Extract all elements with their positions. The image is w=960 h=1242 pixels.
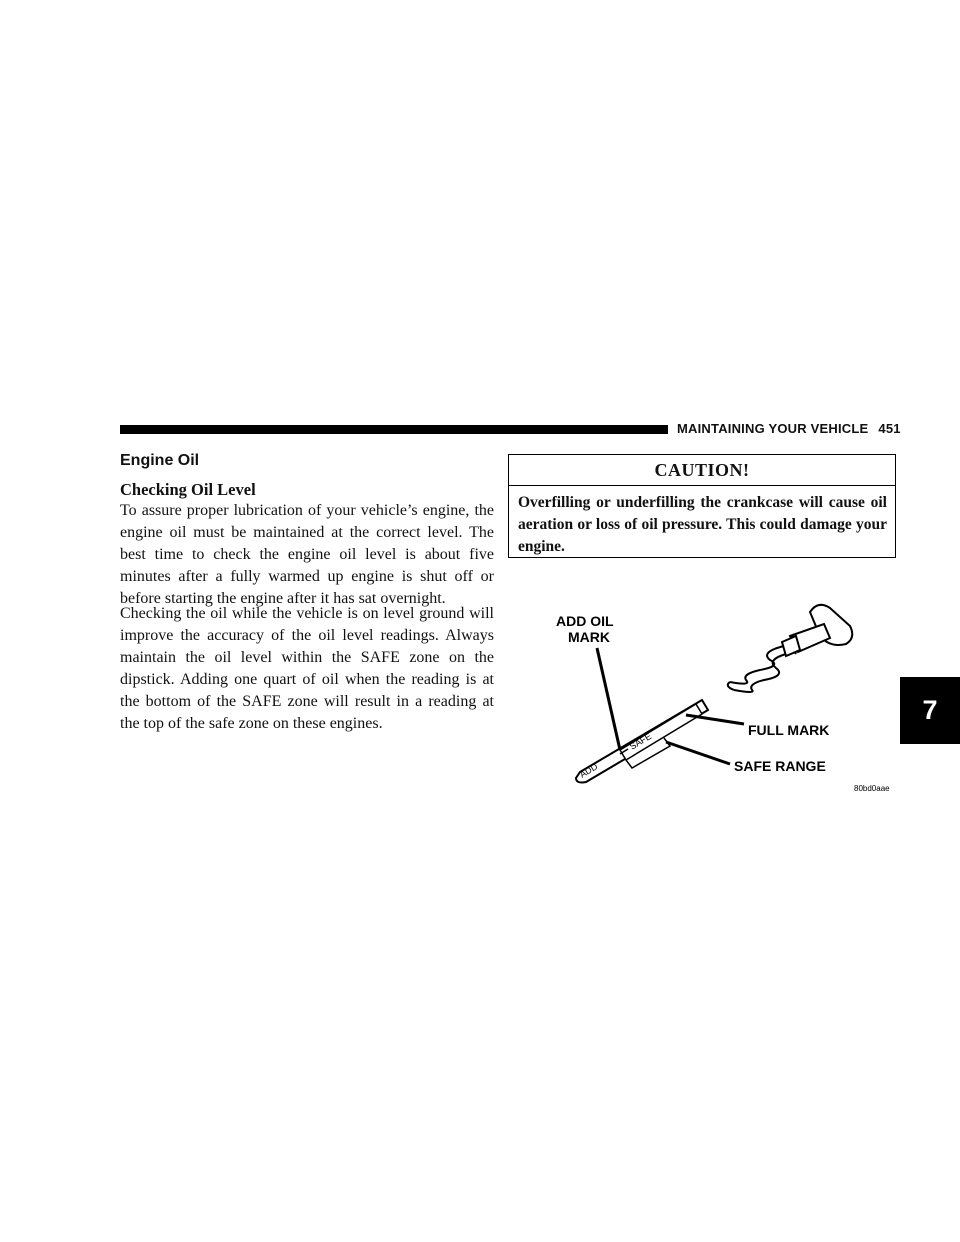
caution-box bbox=[508, 454, 896, 558]
paragraph-1: To assure proper lubrication of your vehicle’s engine, the engine oil must be maintained at the correct level. The best time to check the engine oil level is about five minutes after a fully warmed up engine is shut off or before starting the engine after it has sat overnight. bbox=[120, 502, 494, 607]
add-oil-label: ADD OIL bbox=[556, 613, 614, 629]
dipstick-handle bbox=[728, 605, 853, 692]
add-oil-label-2: MARK bbox=[568, 629, 610, 645]
section-title: Engine Oil bbox=[120, 452, 200, 469]
subheading: Checking Oil Level bbox=[120, 480, 256, 499]
caution-title: CAUTION! bbox=[509, 455, 895, 486]
paragraph-2: Checking the oil while the vehicle is on level ground will improve the accuracy of the oil level readings. Always maintain the oil level within the SAFE zone on the dipstick. Adding one quart of oil when the reading is at the bottom of the SAFE zone will result in a reading at the top of the safe zone on these engines. bbox=[120, 605, 494, 732]
header-title: MAINTAINING YOUR VEHICLE bbox=[677, 421, 869, 436]
dipstick-blade bbox=[576, 700, 708, 783]
stick-add-label: ADD bbox=[577, 761, 600, 780]
running-header bbox=[677, 421, 901, 436]
full-mark-label: FULL MARK bbox=[748, 722, 830, 738]
figure-code: 80bd0aae bbox=[854, 784, 890, 793]
stick-safe-label: SAFE bbox=[627, 731, 654, 752]
chapter-tab: 7 bbox=[900, 677, 960, 744]
page-number: 451 bbox=[878, 421, 901, 436]
header-rule bbox=[120, 425, 668, 434]
safe-range-label: SAFE RANGE bbox=[734, 758, 826, 774]
safe-range-leader bbox=[666, 742, 730, 764]
dipstick-diagram bbox=[520, 600, 910, 800]
caution-text: Overfilling or underfilling the crankcase will cause oil aeration or loss of oil pressure. This could damage your engine. bbox=[518, 494, 887, 555]
add-oil-leader bbox=[597, 648, 620, 750]
full-mark-leader bbox=[686, 715, 744, 724]
